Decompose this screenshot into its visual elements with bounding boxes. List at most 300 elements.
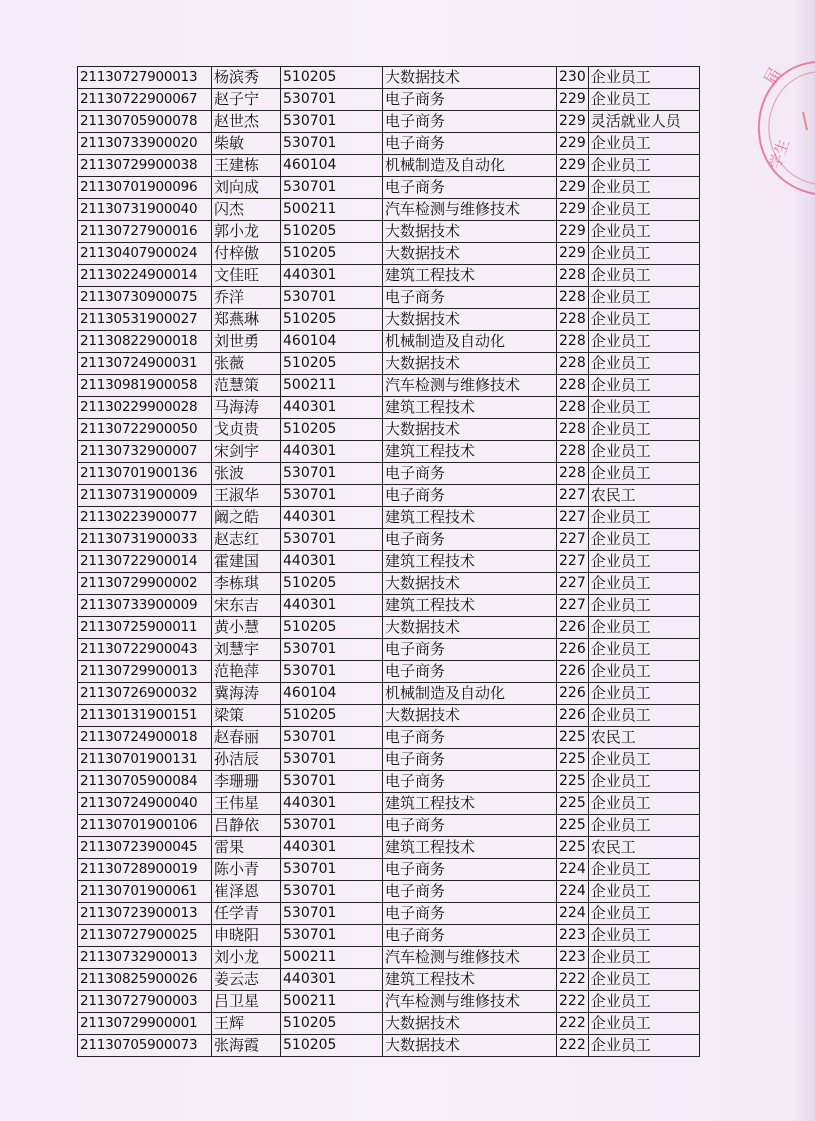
major-name-cell: 电子商务 <box>383 485 557 507</box>
major-code-cell: 530701 <box>281 881 383 903</box>
major-code-cell: 510205 <box>281 419 383 441</box>
major-code-cell: 440301 <box>281 397 383 419</box>
category-cell: 企业员工 <box>588 529 699 551</box>
category-cell: 企业员工 <box>588 177 699 199</box>
score-cell: 228 <box>557 353 589 375</box>
student-name-cell: 黄小慧 <box>212 617 281 639</box>
score-cell: 228 <box>557 463 589 485</box>
score-cell: 228 <box>557 331 589 353</box>
table-row <box>78 309 700 331</box>
score-cell: 228 <box>557 287 589 309</box>
category-cell: 企业员工 <box>588 947 699 969</box>
student-name-cell: 赵春丽 <box>212 727 281 749</box>
table-row <box>78 133 700 155</box>
category-cell: 企业员工 <box>588 67 699 89</box>
student-id-cell: 21130732900007 <box>78 441 212 463</box>
major-code-cell: 510205 <box>281 309 383 331</box>
score-cell: 228 <box>557 441 589 463</box>
category-cell: 企业员工 <box>588 551 699 573</box>
student-name-cell: 刘世勇 <box>212 331 281 353</box>
major-name-cell: 建筑工程技术 <box>383 397 557 419</box>
score-cell: 227 <box>557 485 589 507</box>
table-body <box>78 67 700 1057</box>
student-name-cell: 冀海涛 <box>212 683 281 705</box>
category-cell: 企业员工 <box>588 221 699 243</box>
score-cell: 222 <box>557 1035 589 1057</box>
score-cell: 228 <box>557 419 589 441</box>
major-name-cell: 大数据技术 <box>383 1013 557 1035</box>
student-name-cell: 任学青 <box>212 903 281 925</box>
table-row <box>78 265 700 287</box>
score-cell: 226 <box>557 683 589 705</box>
major-code-cell: 530701 <box>281 727 383 749</box>
table-row <box>78 199 700 221</box>
category-cell: 企业员工 <box>588 903 699 925</box>
student-name-cell: 郑燕琳 <box>212 309 281 331</box>
student-name-cell: 刘向成 <box>212 177 281 199</box>
major-name-cell: 大数据技术 <box>383 353 557 375</box>
major-name-cell: 电子商务 <box>383 815 557 837</box>
major-name-cell: 汽车检测与维修技术 <box>383 375 557 397</box>
student-id-cell: 21130728900019 <box>78 859 212 881</box>
major-name-cell: 大数据技术 <box>383 573 557 595</box>
table-row <box>78 1013 700 1035</box>
student-name-cell: 杨滨秀 <box>212 67 281 89</box>
category-cell: 农民工 <box>588 485 699 507</box>
student-name-cell: 阚之皓 <box>212 507 281 529</box>
table-row <box>78 375 700 397</box>
major-code-cell: 530701 <box>281 111 383 133</box>
major-code-cell: 440301 <box>281 551 383 573</box>
score-cell: 226 <box>557 661 589 683</box>
student-id-cell: 21130981900058 <box>78 375 212 397</box>
student-id-cell: 21130223900077 <box>78 507 212 529</box>
table-row <box>78 89 700 111</box>
student-id-cell: 21130722900014 <box>78 551 212 573</box>
score-cell: 230 <box>557 67 589 89</box>
category-cell: 企业员工 <box>588 595 699 617</box>
score-cell: 227 <box>557 573 589 595</box>
official-seal-stamp <box>745 52 815 202</box>
score-cell: 224 <box>557 859 589 881</box>
major-name-cell: 建筑工程技术 <box>383 837 557 859</box>
score-cell: 225 <box>557 771 589 793</box>
score-cell: 228 <box>557 265 589 287</box>
category-cell: 企业员工 <box>588 573 699 595</box>
student-id-cell: 21130705900078 <box>78 111 212 133</box>
score-cell: 229 <box>557 89 589 111</box>
table-row <box>78 815 700 837</box>
score-cell: 222 <box>557 969 589 991</box>
major-name-cell: 汽车检测与维修技术 <box>383 991 557 1013</box>
score-cell: 223 <box>557 947 589 969</box>
category-cell: 企业员工 <box>588 771 699 793</box>
student-name-cell: 郭小龙 <box>212 221 281 243</box>
major-code-cell: 530701 <box>281 859 383 881</box>
table-row <box>78 969 700 991</box>
category-cell: 企业员工 <box>588 639 699 661</box>
major-code-cell: 510205 <box>281 221 383 243</box>
table-row <box>78 221 700 243</box>
student-name-cell: 范艳萍 <box>212 661 281 683</box>
score-cell: 228 <box>557 397 589 419</box>
table-row <box>78 881 700 903</box>
category-cell: 企业员工 <box>588 705 699 727</box>
student-id-cell: 21130701900106 <box>78 815 212 837</box>
score-cell: 229 <box>557 155 589 177</box>
table-row <box>78 925 700 947</box>
major-code-cell: 440301 <box>281 507 383 529</box>
enrollment-table <box>77 66 700 1057</box>
category-cell: 企业员工 <box>588 287 699 309</box>
score-cell: 228 <box>557 309 589 331</box>
major-name-cell: 电子商务 <box>383 89 557 111</box>
student-name-cell: 崔泽恩 <box>212 881 281 903</box>
student-id-cell: 21130723900013 <box>78 903 212 925</box>
major-code-cell: 510205 <box>281 617 383 639</box>
student-id-cell: 21130729900038 <box>78 155 212 177</box>
major-code-cell: 530701 <box>281 749 383 771</box>
major-name-cell: 大数据技术 <box>383 221 557 243</box>
category-cell: 企业员工 <box>588 155 699 177</box>
student-id-cell: 21130727900013 <box>78 67 212 89</box>
major-code-cell: 530701 <box>281 133 383 155</box>
category-cell: 企业员工 <box>588 441 699 463</box>
major-code-cell: 510205 <box>281 67 383 89</box>
major-name-cell: 机械制造及自动化 <box>383 155 557 177</box>
student-name-cell: 文佳旺 <box>212 265 281 287</box>
major-code-cell: 530701 <box>281 661 383 683</box>
student-name-cell: 付梓傲 <box>212 243 281 265</box>
student-id-cell: 21130732900013 <box>78 947 212 969</box>
category-cell: 农民工 <box>588 727 699 749</box>
table-row <box>78 771 700 793</box>
major-code-cell: 500211 <box>281 991 383 1013</box>
score-cell: 226 <box>557 705 589 727</box>
category-cell: 企业员工 <box>588 309 699 331</box>
student-name-cell: 赵世杰 <box>212 111 281 133</box>
table-row <box>78 793 700 815</box>
major-name-cell: 机械制造及自动化 <box>383 331 557 353</box>
major-code-cell: 510205 <box>281 705 383 727</box>
major-name-cell: 电子商务 <box>383 529 557 551</box>
major-name-cell: 大数据技术 <box>383 243 557 265</box>
category-cell: 企业员工 <box>588 331 699 353</box>
major-code-cell: 440301 <box>281 793 383 815</box>
student-name-cell: 孙洁辰 <box>212 749 281 771</box>
table-row <box>78 507 700 529</box>
major-name-cell: 电子商务 <box>383 177 557 199</box>
student-id-cell: 21130730900075 <box>78 287 212 309</box>
major-code-cell: 460104 <box>281 683 383 705</box>
score-cell: 229 <box>557 177 589 199</box>
table-row <box>78 485 700 507</box>
table-row <box>78 991 700 1013</box>
table-row <box>78 243 700 265</box>
score-cell: 223 <box>557 925 589 947</box>
student-id-cell: 21130726900032 <box>78 683 212 705</box>
major-code-cell: 500211 <box>281 947 383 969</box>
student-id-cell: 21130725900011 <box>78 617 212 639</box>
student-name-cell: 申晓阳 <box>212 925 281 947</box>
major-name-cell: 建筑工程技术 <box>383 507 557 529</box>
score-cell: 229 <box>557 111 589 133</box>
svg-text:学生: 学生 <box>765 137 794 172</box>
student-name-cell: 宋剑宇 <box>212 441 281 463</box>
category-cell: 企业员工 <box>588 661 699 683</box>
major-code-cell: 510205 <box>281 243 383 265</box>
major-code-cell: 530701 <box>281 89 383 111</box>
student-name-cell: 李珊珊 <box>212 771 281 793</box>
category-cell: 企业员工 <box>588 1035 699 1057</box>
student-id-cell: 21130733900009 <box>78 595 212 617</box>
major-code-cell: 440301 <box>281 969 383 991</box>
student-id-cell: 21130727900003 <box>78 991 212 1013</box>
score-cell: 226 <box>557 639 589 661</box>
score-cell: 227 <box>557 529 589 551</box>
major-code-cell: 530701 <box>281 287 383 309</box>
major-name-cell: 电子商务 <box>383 771 557 793</box>
major-code-cell: 530701 <box>281 925 383 947</box>
major-name-cell: 电子商务 <box>383 639 557 661</box>
score-cell: 225 <box>557 815 589 837</box>
student-id-cell: 21130729900002 <box>78 573 212 595</box>
student-id-cell: 21130701900131 <box>78 749 212 771</box>
table-row <box>78 683 700 705</box>
category-cell: 企业员工 <box>588 925 699 947</box>
student-id-cell: 21130531900027 <box>78 309 212 331</box>
score-cell: 229 <box>557 221 589 243</box>
category-cell: 企业员工 <box>588 133 699 155</box>
score-cell: 228 <box>557 375 589 397</box>
major-code-cell: 510205 <box>281 1013 383 1035</box>
major-code-cell: 530701 <box>281 903 383 925</box>
major-code-cell: 440301 <box>281 595 383 617</box>
student-name-cell: 吕卫星 <box>212 991 281 1013</box>
major-name-cell: 大数据技术 <box>383 309 557 331</box>
category-cell: 企业员工 <box>588 683 699 705</box>
category-cell: 企业员工 <box>588 507 699 529</box>
major-name-cell: 大数据技术 <box>383 67 557 89</box>
table-row <box>78 1035 700 1057</box>
student-name-cell: 姜云志 <box>212 969 281 991</box>
student-name-cell: 梁策 <box>212 705 281 727</box>
major-code-cell: 460104 <box>281 155 383 177</box>
major-name-cell: 电子商务 <box>383 287 557 309</box>
major-name-cell: 汽车检测与维修技术 <box>383 199 557 221</box>
table-row <box>78 661 700 683</box>
student-id-cell: 21130705900084 <box>78 771 212 793</box>
major-name-cell: 建筑工程技术 <box>383 441 557 463</box>
student-id-cell: 21130724900031 <box>78 353 212 375</box>
table-row <box>78 419 700 441</box>
major-name-cell: 电子商务 <box>383 727 557 749</box>
student-name-cell: 张波 <box>212 463 281 485</box>
score-cell: 222 <box>557 1013 589 1035</box>
student-name-cell: 王建栋 <box>212 155 281 177</box>
major-name-cell: 大数据技术 <box>383 1035 557 1057</box>
score-cell: 225 <box>557 793 589 815</box>
student-id-cell: 21130724900018 <box>78 727 212 749</box>
table-row <box>78 177 700 199</box>
major-name-cell: 建筑工程技术 <box>383 265 557 287</box>
major-name-cell: 建筑工程技术 <box>383 969 557 991</box>
table-row <box>78 749 700 771</box>
major-code-cell: 440301 <box>281 265 383 287</box>
table-row <box>78 397 700 419</box>
student-id-cell: 21130727900016 <box>78 221 212 243</box>
category-cell: 企业员工 <box>588 89 699 111</box>
student-id-cell: 21130407900024 <box>78 243 212 265</box>
major-code-cell: 510205 <box>281 573 383 595</box>
student-name-cell: 范慧策 <box>212 375 281 397</box>
major-code-cell: 510205 <box>281 1035 383 1057</box>
student-id-cell: 21130724900040 <box>78 793 212 815</box>
table-row <box>78 155 700 177</box>
category-cell: 企业员工 <box>588 419 699 441</box>
student-id-cell: 21130701900061 <box>78 881 212 903</box>
student-name-cell: 闪杰 <box>212 199 281 221</box>
student-id-cell: 21130131900151 <box>78 705 212 727</box>
category-cell: 企业员工 <box>588 397 699 419</box>
score-cell: 225 <box>557 727 589 749</box>
student-id-cell: 21130705900073 <box>78 1035 212 1057</box>
major-code-cell: 530701 <box>281 529 383 551</box>
major-name-cell: 电子商务 <box>383 903 557 925</box>
category-cell: 企业员工 <box>588 243 699 265</box>
category-cell: 企业员工 <box>588 881 699 903</box>
score-cell: 227 <box>557 595 589 617</box>
major-code-cell: 530701 <box>281 463 383 485</box>
student-name-cell: 张薇 <box>212 353 281 375</box>
major-code-cell: 530701 <box>281 639 383 661</box>
student-name-cell: 霍建国 <box>212 551 281 573</box>
svg-text:届: 届 <box>760 64 785 88</box>
major-name-cell: 电子商务 <box>383 661 557 683</box>
major-name-cell: 建筑工程技术 <box>383 551 557 573</box>
category-cell: 企业员工 <box>588 375 699 397</box>
table-row <box>78 441 700 463</box>
student-id-cell: 21130229900028 <box>78 397 212 419</box>
category-cell: 企业员工 <box>588 463 699 485</box>
category-cell: 企业员工 <box>588 859 699 881</box>
table-row <box>78 859 700 881</box>
major-code-cell: 500211 <box>281 199 383 221</box>
category-cell: 灵活就业人员 <box>588 111 699 133</box>
score-cell: 227 <box>557 551 589 573</box>
score-cell: 225 <box>557 749 589 771</box>
category-cell: 企业员工 <box>588 749 699 771</box>
score-cell: 229 <box>557 199 589 221</box>
major-code-cell: 530701 <box>281 485 383 507</box>
score-cell: 225 <box>557 837 589 859</box>
student-name-cell: 张海霞 <box>212 1035 281 1057</box>
student-name-cell: 雷果 <box>212 837 281 859</box>
student-name-cell: 王辉 <box>212 1013 281 1035</box>
student-id-cell: 21130701900136 <box>78 463 212 485</box>
student-name-cell: 吕静依 <box>212 815 281 837</box>
student-name-cell: 赵子宁 <box>212 89 281 111</box>
major-code-cell: 530701 <box>281 177 383 199</box>
major-code-cell: 440301 <box>281 441 383 463</box>
table-row <box>78 463 700 485</box>
score-cell: 226 <box>557 617 589 639</box>
major-code-cell: 500211 <box>281 375 383 397</box>
table-row <box>78 353 700 375</box>
category-cell: 企业员工 <box>588 353 699 375</box>
table-row <box>78 639 700 661</box>
major-name-cell: 电子商务 <box>383 925 557 947</box>
student-id-cell: 21130727900025 <box>78 925 212 947</box>
student-name-cell: 马海涛 <box>212 397 281 419</box>
major-code-cell: 530701 <box>281 815 383 837</box>
score-cell: 222 <box>557 991 589 1013</box>
student-name-cell: 刘小龙 <box>212 947 281 969</box>
major-name-cell: 建筑工程技术 <box>383 793 557 815</box>
student-id-cell: 21130729900001 <box>78 1013 212 1035</box>
major-name-cell: 大数据技术 <box>383 705 557 727</box>
score-cell: 224 <box>557 881 589 903</box>
major-code-cell: 530701 <box>281 771 383 793</box>
major-name-cell: 电子商务 <box>383 749 557 771</box>
student-id-cell: 21130822900018 <box>78 331 212 353</box>
category-cell: 企业员工 <box>588 265 699 287</box>
table-row <box>78 67 700 89</box>
category-cell: 企业员工 <box>588 199 699 221</box>
major-name-cell: 大数据技术 <box>383 617 557 639</box>
table-row <box>78 529 700 551</box>
table-row <box>78 947 700 969</box>
table-row <box>78 551 700 573</box>
major-name-cell: 电子商务 <box>383 881 557 903</box>
major-name-cell: 电子商务 <box>383 111 557 133</box>
student-name-cell: 赵志红 <box>212 529 281 551</box>
student-id-cell: 21130731900033 <box>78 529 212 551</box>
major-name-cell: 建筑工程技术 <box>383 595 557 617</box>
table-row <box>78 617 700 639</box>
category-cell: 企业员工 <box>588 793 699 815</box>
major-code-cell: 510205 <box>281 353 383 375</box>
student-name-cell: 王伟星 <box>212 793 281 815</box>
student-id-cell: 21130722900067 <box>78 89 212 111</box>
student-id-cell: 21130701900096 <box>78 177 212 199</box>
table-row <box>78 111 700 133</box>
table-row <box>78 837 700 859</box>
table-row <box>78 331 700 353</box>
table-row <box>78 705 700 727</box>
student-id-cell: 21130825900026 <box>78 969 212 991</box>
student-id-cell: 21130722900043 <box>78 639 212 661</box>
category-cell: 企业员工 <box>588 1013 699 1035</box>
student-name-cell: 陈小青 <box>212 859 281 881</box>
student-name-cell: 刘慧宇 <box>212 639 281 661</box>
major-name-cell: 大数据技术 <box>383 419 557 441</box>
major-code-cell: 440301 <box>281 837 383 859</box>
student-name-cell: 乔洋 <box>212 287 281 309</box>
student-name-cell: 宋东吉 <box>212 595 281 617</box>
student-id-cell: 21130224900014 <box>78 265 212 287</box>
score-cell: 224 <box>557 903 589 925</box>
major-code-cell: 460104 <box>281 331 383 353</box>
major-name-cell: 汽车检测与维修技术 <box>383 947 557 969</box>
category-cell: 企业员工 <box>588 617 699 639</box>
student-id-cell: 21130723900045 <box>78 837 212 859</box>
student-id-cell: 21130731900040 <box>78 199 212 221</box>
student-id-cell: 21130733900020 <box>78 133 212 155</box>
table-row <box>78 287 700 309</box>
category-cell: 农民工 <box>588 837 699 859</box>
major-name-cell: 机械制造及自动化 <box>383 683 557 705</box>
